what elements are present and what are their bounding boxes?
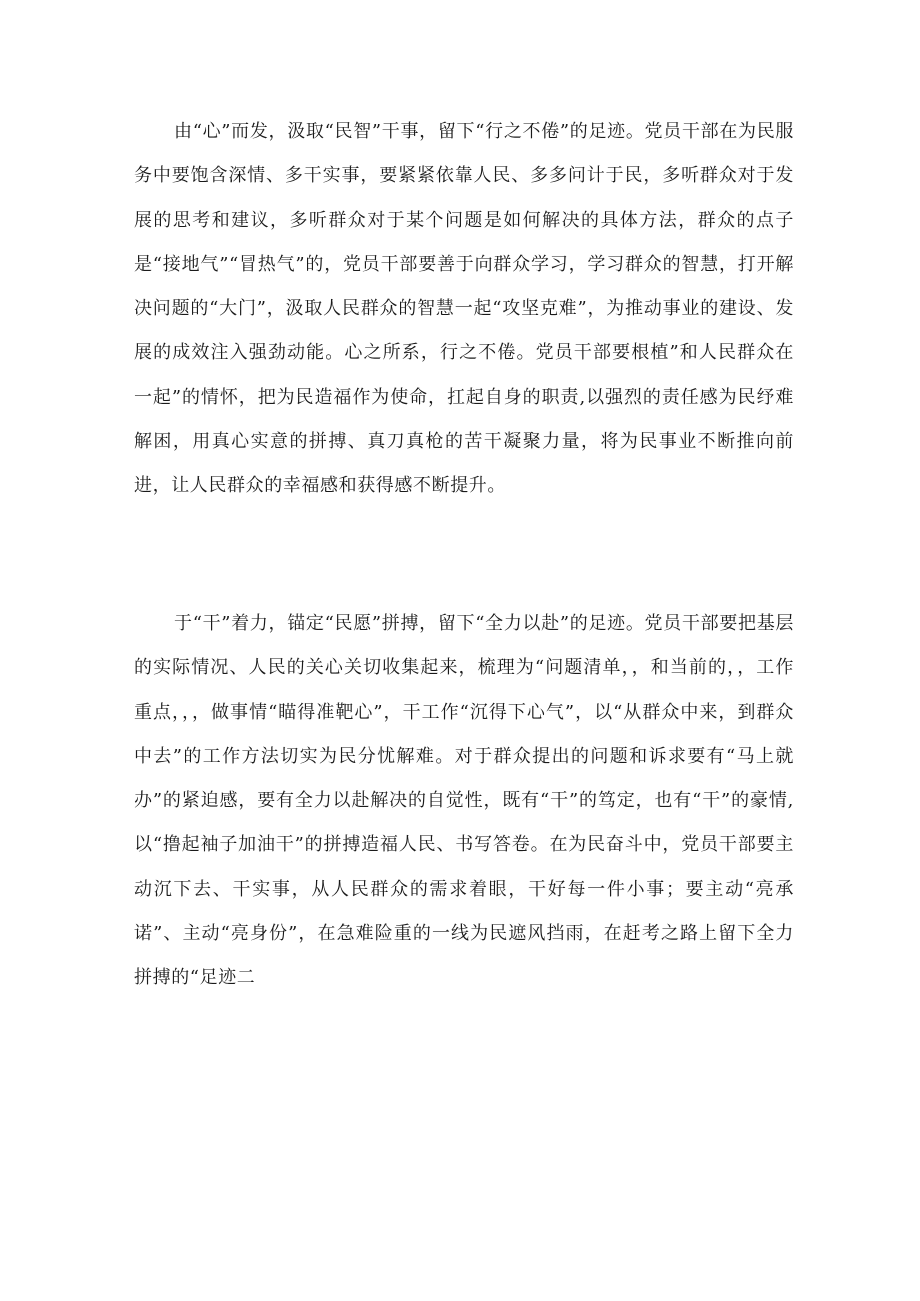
paragraph: 由“心”而发，汲取“民智”干事，留下“行之不倦”的足迹。党员干部在为民服务中要饱含深情、多干实事，要紧紧依靠人民、多多问计于民，多听群众对于发展的思考和建议，多听群众对于某个问题是如何解决的具体方法，群众的点子是“接地气”“冒热气”的，党员干部要善于向群众学习，学习群众的智慧，打开解决问题的“大门”，汲取人民群众的智慧一起“攻坚克难”，为推动事业的建设、发展的成效注入强劲动能。心之所系，行之不倦。党员干部要根植”和人民群众在一起”的情怀，把为民造福作为使命，扛起自身的职责,以强烈的责任感为民纾难解困，用真心实意的拼搏、真刀真枪的苦干凝聚力量，将为民事业不断推向前进，让人民群众的幸福感和获得感不断提升。: [134, 121, 794, 497]
paragraph: 于“干”着力，锚定“民愿”拼搏，留下“全力以赴”的足迹。党员干部要把基层的实际情况、人民的关心关切收集起来，梳理为“问题清单，，和当前的，，工作重点，，，做事情“瞄得准靶心”，干工作“沉得下心气”，以“从群众中来，到群众中去”的工作方法切实为民分忧解难。对于群众提出的问题和诉求要有“马上就办”的紧迫感，要有全力以赴解决的自觉性，既有“干”的笃定，也有“干”的豪情,以“撸起袖子加油干”的拼搏造福人民、书写答卷。在为民奋斗中，党员干部要主动沉下去、干实事，从人民群众的需求着眼，干好每一件小事；要主动“亮承诺”、主动“亮身份”，在急难险重的一线为民遮风挡雨，在赶考之路上留下全力拼搏的“足迹二: [134, 613, 794, 989]
